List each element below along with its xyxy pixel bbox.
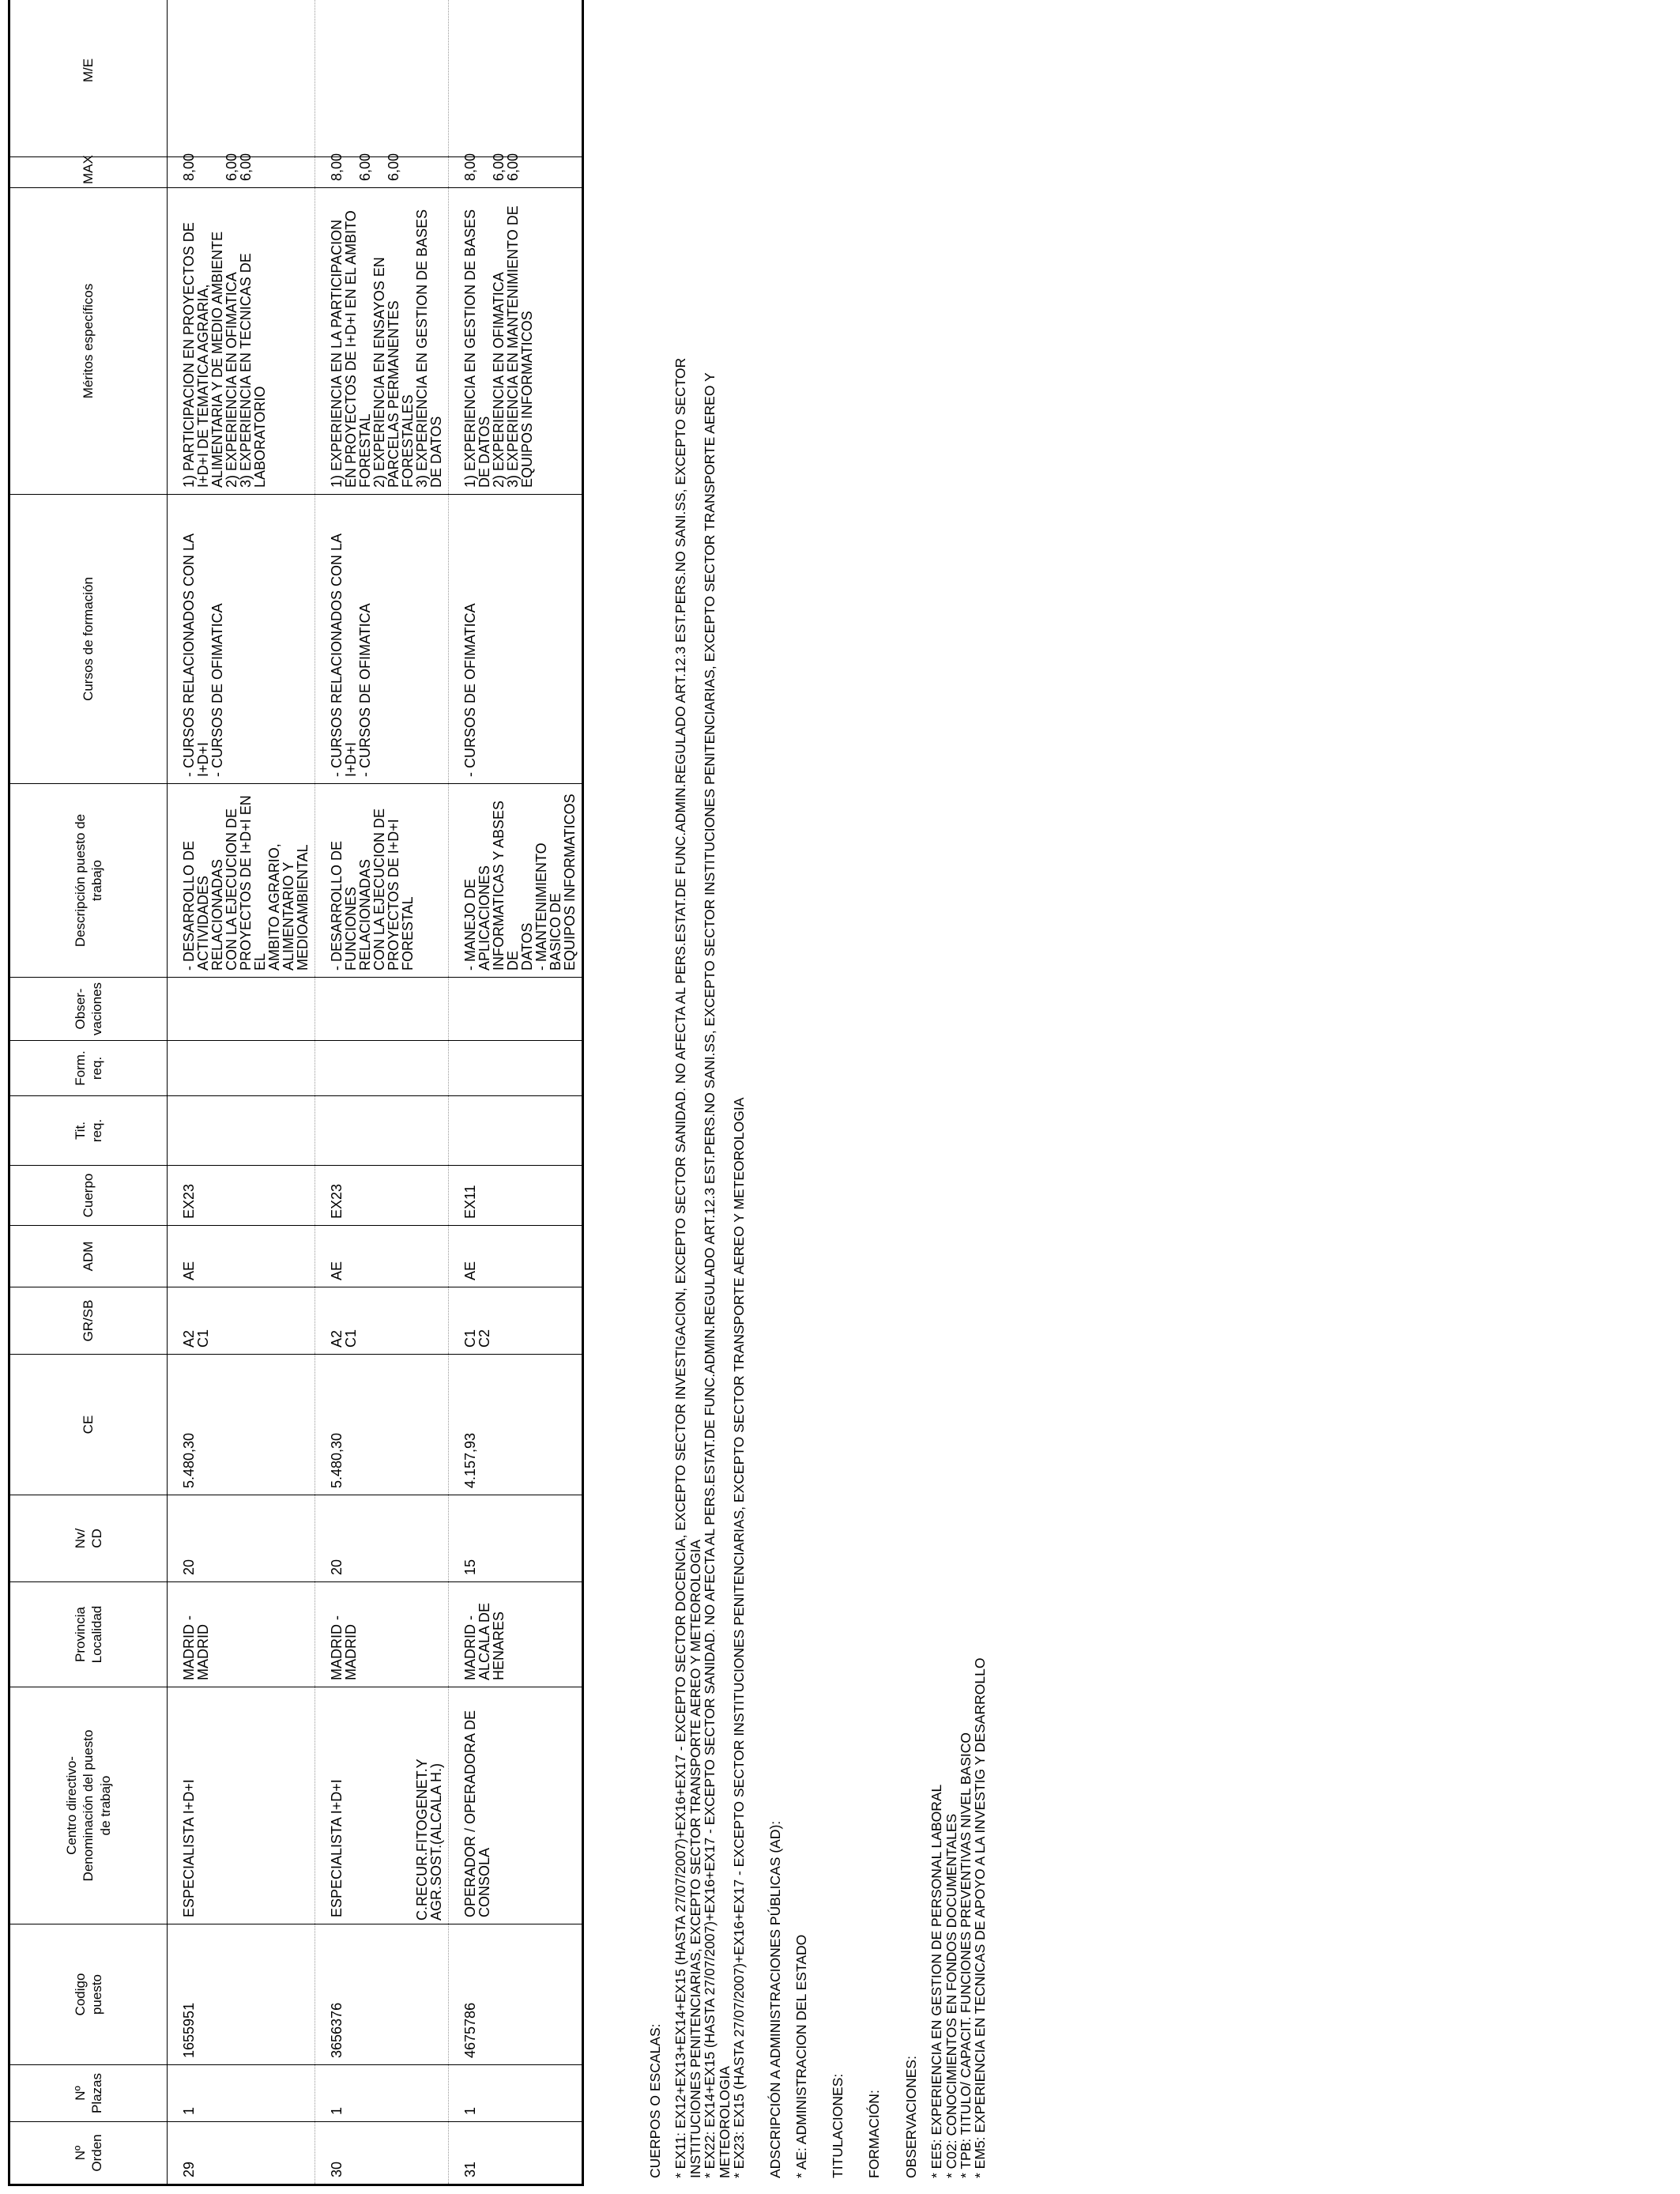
header-max: MAX	[9, 157, 168, 188]
max-value: 6,00	[386, 153, 401, 181]
cell-max	[449, 153, 583, 188]
header-me: M/E	[9, 0, 168, 157]
header-descripcion: Descripción puesto de trabajo	[9, 784, 168, 978]
formacion-heading: FORMACIÓN:	[866, 2090, 883, 2178]
header-form: Form. req.	[9, 1041, 168, 1096]
max-value: 6,00	[505, 153, 521, 181]
max-value	[344, 162, 358, 181]
header-grsb: GR/SB	[9, 1287, 168, 1355]
cell-cursos: - CURSOS DE OFIMATICA	[449, 495, 583, 784]
cell-form	[315, 1041, 449, 1096]
max-value	[196, 162, 210, 181]
cell-form	[449, 1041, 583, 1096]
cell-codigo: 4675786	[449, 1924, 583, 2065]
max-value	[520, 162, 534, 181]
positions-table	[8, 0, 584, 2186]
cell-meritos: 1) PARTICIPACION EN PROYECTOS DE I+D+I DE TEMATICA AGRARIA, ALIMENTARIA Y DE MEDIO AMBIENTE 2) EXPERIENCIA EN OFIMATICA 3) EXPERIENCIA EN TECNICAS DE LABORATORIO	[168, 188, 315, 495]
cell-me	[168, 0, 315, 157]
titulaciones-heading: TITULACIONES:	[830, 2073, 846, 2178]
table-row	[449, 0, 583, 2185]
cell-tit	[449, 1096, 583, 1166]
table-row	[168, 0, 315, 2185]
cell-provincia: MADRID - MADRID	[315, 1582, 449, 1687]
cell-nivel: 20	[315, 1495, 449, 1582]
cell-obs	[449, 978, 583, 1041]
header-centro: Centro directivo- Denominación del puesto de trabajo	[9, 1687, 168, 1924]
cell-provincia: MADRID - MADRID	[168, 1582, 315, 1687]
adscripcion-text: * AE: ADMINISTRACION DEL ESTADO	[793, 1934, 809, 2178]
cell-grsb: A2 C1	[168, 1287, 315, 1355]
cell-max	[168, 153, 315, 188]
observaciones-text: * EE5: EXPERIENCIA EN GESTION DE PERSONAL LABORAL * C02: CONOCIMIENTOS EN FONDOS DOCUMENTALES * TPB: TITULO/ CAPACIT. FUNCIONES PREVENTIVAS NIVEL BASICO * EM5: EXPERIENCIA EN TECNICAS DE APOYO A LA INVESTIG Y DESARROLLO	[929, 1657, 989, 2178]
cell-plazas: 1	[168, 2065, 315, 2122]
cell-orden: 30	[315, 2122, 449, 2185]
header-ce: CE	[9, 1355, 168, 1495]
cell-ce: 5.480,30	[315, 1355, 449, 1495]
max-value: 6,00	[238, 153, 254, 181]
cell-meritos: 1) EXPERIENCIA EN GESTION DE BASES DE DATOS 2) EXPERIENCIA EN OFIMATICA 3) EXPERIENCIA EN MANTENIMIENTO DE EQUIPOS INFORMATICOS	[449, 188, 583, 495]
cell-cursos: - CURSOS RELACIONADOS CON LA I+D+I - CURSOS DE OFIMATICA	[315, 495, 449, 784]
header-adm: ADM	[9, 1226, 168, 1287]
formacion-block	[867, 13, 881, 2178]
cell-adm: AE	[315, 1226, 449, 1287]
adscripcion-block	[768, 13, 808, 2178]
header-cuerpo: Cuerpo	[9, 1166, 168, 1226]
cell-nivel: 20	[168, 1495, 315, 1582]
cell-meritos: 1) EXPERIENCIA EN LA PARTICIPACION EN PROYECTOS DE I+D+I EN EL AMBITO FORESTAL 2) EXPERIENCIA EN ENSAYOS EN PARCELAS PERMANENTES FORESTALES 3) EXPERIENCIA EN GESTION DE BASES DE DATOS	[315, 188, 449, 495]
cuerpos-heading: CUERPOS O ESCALAS:	[647, 2023, 663, 2178]
cell-orden: 29	[168, 2122, 315, 2185]
max-value	[210, 162, 224, 181]
titulaciones-block	[831, 13, 845, 2178]
cuerpos-block	[648, 13, 746, 2178]
cell-tit	[315, 1096, 449, 1166]
cell-plazas: 1	[449, 2065, 583, 2122]
cell-cuerpo: EX23	[315, 1166, 449, 1226]
cell-me	[449, 0, 583, 157]
max-value	[477, 162, 492, 181]
cell-nivel: 15	[449, 1495, 583, 1582]
cell-adm: AE	[449, 1226, 583, 1287]
cell-grsb: A2 C1	[315, 1287, 449, 1355]
header-tit: Tit. req.	[9, 1096, 168, 1166]
table-row	[315, 0, 449, 2185]
centro-denominacion: ESPECIALISTA I+D+I	[181, 1779, 197, 1917]
cell-max	[315, 153, 449, 188]
max-value: 6,00	[491, 153, 507, 181]
header-meritos: Méritos específicos	[9, 188, 168, 495]
max-value: 6,00	[224, 153, 239, 181]
header-obs: Obser- vaciones	[9, 978, 168, 1041]
header-plazas: Nº Plazas	[9, 2065, 168, 2122]
cell-me	[315, 0, 449, 157]
cell-form	[168, 1041, 315, 1096]
cell-centro	[168, 1687, 315, 1924]
header-orden: Nº Orden	[9, 2122, 168, 2185]
table-header-row	[9, 0, 168, 2185]
cell-descripcion: - DESARROLLO DE ACTIVIDADES RELACIONADAS CON LA EJECUCION DE PROYECTOS DE I+D+I EN EL AMBITO AGRARIO, ALIMENTARIO Y MEDIOAMBIENTAL	[168, 784, 315, 978]
cuerpos-text: * EX11: EX12+EX13+EX14+EX15 (HASTA 27/07/2007)+EX16+EX17 - EXCEPTO SECTOR DOCENCIA, EXCEPTO SECTOR INVESTIGACION, EXCEPTO SECTOR SANIDAD. NO AFECTA AL PERS.ESTAT.DE FUNC.ADMIN.REGULADO ART.12.3 EST.PERS.NO SANI.SS, EXCEPTO SECTOR INSTITUCIONES PENITENCIARIAS, EXCEPTO SECTOR TRANSPORTE AEREO Y METEOROLOGIA * EX22: EX14+EX15 (HASTA 27/07/2007)+EX16+EX17 - EXCEPTO SECTOR SANIDAD. NO AFECTA AL PERS.ESTAT.DE FUNC.ADMIN.REGULADO ART.12.3 EST.PERS.NO SANI.SS, EXCEPTO SECTOR INSTITUCIONES PENITENCIARIAS, EXCEPTO SECTOR TRANSPORTE AEREO Y METEOROLOGIA * EX23: EX15 (HASTA 27/07/2007)+EX16+EX17 - EXCEPTO SECTOR INSTITUCIONES PENITENCIARIAS, EXCEPTO SECTOR TRANSPORTE AEREO Y METEOROLOGIA	[672, 357, 747, 2178]
cell-descripcion: - DESARROLLO DE FUNCIONES RELACIONADAS CON LA EJECUCION DE PROYECTOS DE I+D+I FORESTAL	[315, 784, 449, 978]
observaciones-heading: OBSERVACIONES:	[902, 2056, 919, 2178]
cell-cuerpo: EX23	[168, 1166, 315, 1226]
cell-grsb: C1 C2	[449, 1287, 583, 1355]
cell-orden: 31	[449, 2122, 583, 2185]
cell-tit	[168, 1096, 315, 1166]
max-value: 8,00	[462, 153, 478, 181]
cell-descripcion: - MANEJO DE APLICACIONES INFORMATICAS Y ABSES DE DATOS - MANTENIMIENTO BASICO DE EQUIPOS INFORMATICOS	[449, 784, 583, 978]
cell-centro	[449, 1687, 583, 1924]
header-nivel: Nv/ CD	[9, 1495, 168, 1582]
max-value	[372, 162, 386, 181]
cell-plazas: 1	[315, 2065, 449, 2122]
cell-obs	[168, 978, 315, 1041]
cell-ce: 4.157,93	[449, 1355, 583, 1495]
observaciones-block	[904, 13, 988, 2178]
header-provincia: Provincia Localidad	[9, 1582, 168, 1687]
centro-denominacion: OPERADOR / OPERADORA DE CONSOLA	[462, 1710, 492, 1917]
max-value: 8,00	[181, 153, 197, 181]
cell-cursos: - CURSOS RELACIONADOS CON LA I+D+I - CURSOS DE OFIMATICA	[168, 495, 315, 784]
header-codigo: Codigo puesto	[9, 1924, 168, 2065]
cell-provincia: MADRID - ALCALA DE HENARES	[449, 1582, 583, 1687]
max-value: 8,00	[329, 153, 345, 181]
cell-obs	[315, 978, 449, 1041]
cell-ce: 5.480,30	[168, 1355, 315, 1495]
cell-codigo: 1655951	[168, 1924, 315, 2065]
cell-centro	[315, 1687, 449, 1924]
max-value: 6,00	[357, 153, 373, 181]
centro-denominacion: ESPECIALISTA I+D+I	[329, 1779, 345, 1917]
adscripcion-heading: ADSCRIPCIÓN A ADMINISTRACIONES PÚBLICAS (AD):	[767, 1820, 784, 2178]
cell-cuerpo: EX11	[449, 1166, 583, 1226]
cell-codigo: 3656376	[315, 1924, 449, 2065]
cell-adm: AE	[168, 1226, 315, 1287]
legend-footer	[648, 13, 1010, 2178]
header-cursos: Cursos de formación	[9, 495, 168, 784]
centro-directivo-note: C.RECUR.FITOGENET.Y AGR.SOST.(ALCALA H.)	[414, 1759, 444, 1921]
